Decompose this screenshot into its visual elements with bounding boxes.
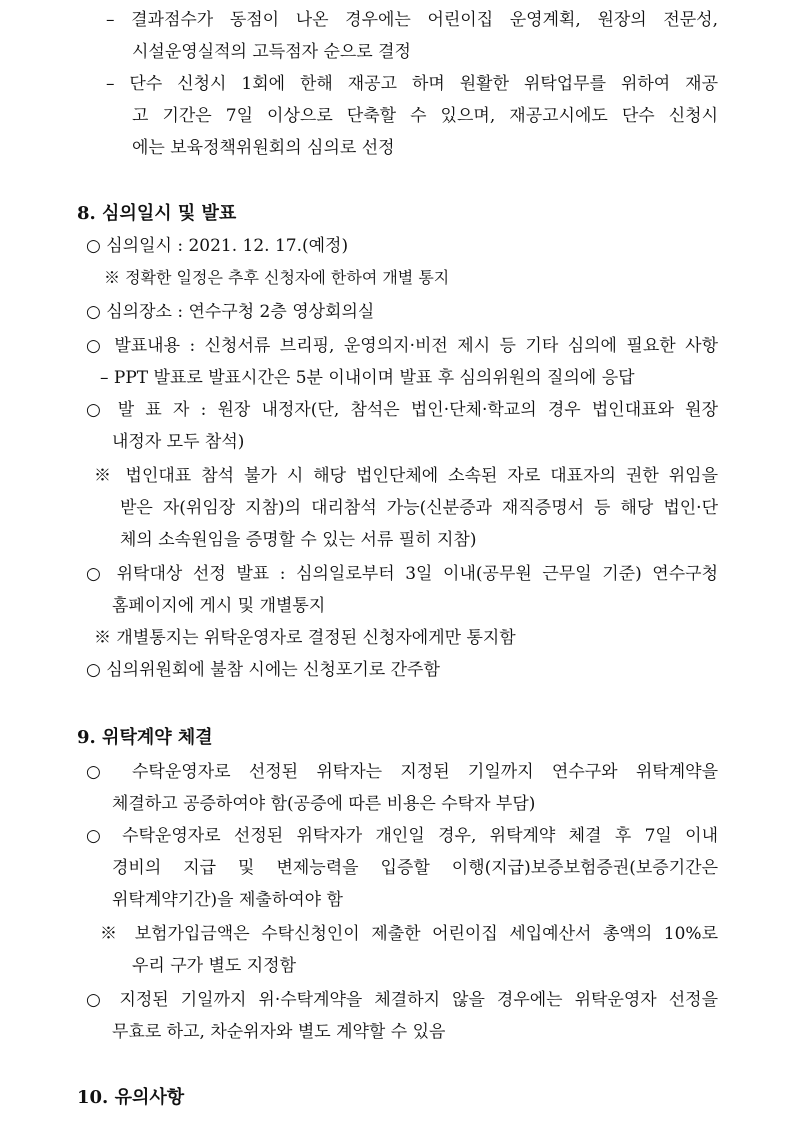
- section-9-line-3: ○ 수탁운영자로 선정된 위탁자가 개인일 경우, 위탁계약 체결 후 7일 이내: [86, 826, 718, 846]
- section-8-line-6: ○ 발 표 자 : 원장 내정자(단, 참석은 법인·단체·학교의 경우 법인대표와 원장: [86, 400, 718, 420]
- section-8-line-13: ※ 개별통지는 위탁운영자로 결정된 신청자에게만 통지함: [94, 628, 516, 648]
- section-8-line-2: ※ 정확한 일정은 추후 신청자에 한하여 개별 통지: [104, 268, 450, 287]
- section-8-line-8: ※ 법인대표 참석 불가 시 해당 법인단체에 소속된 자로 대표자의 권한 위임을: [94, 466, 718, 486]
- section-9-line-9: 무효로 하고, 차순위자와 별도 계약할 수 있음: [112, 1022, 446, 1042]
- section-8-line-12: 홈페이지에 게시 및 개별통지: [112, 596, 326, 616]
- section-8-line-11: ○ 위탁대상 선정 발표 : 심의일로부터 3일 이내(공무원 근무일 기준) 연수구청: [86, 564, 718, 584]
- section-9-line-8: ○ 지정된 기일까지 위·수탁계약을 체결하지 않을 경우에는 위탁운영자 선정을: [86, 990, 718, 1010]
- section-8-line-14: ○ 심의위원회에 불참 시에는 신청포기로 간주함: [86, 660, 440, 680]
- intro-bullet-2-line-3: 에는 보육정책위원회의 심의로 선정: [132, 138, 395, 158]
- section-8-line-7: 내정자 모두 참석): [112, 432, 245, 452]
- section-9-line-7: 우리 구가 별도 지정함: [132, 956, 297, 976]
- section-8-line-9: 받은 자(위임장 지참)의 대리참석 가능(신분증과 재직증명서 등 해당 법인·단: [120, 498, 718, 518]
- section-8-heading: 8. 심의일시 및 발표: [77, 203, 237, 224]
- section-8-line-1: ○ 심의일시 : 2021. 12. 17.(예정): [86, 236, 349, 256]
- section-9-line-6: ※ 보험가입금액은 수탁신청인이 제출한 어린이집 세입예산서 총액의 10%로: [100, 924, 718, 944]
- section-9-line-5: 위탁계약기간)을 제출하여야 함: [112, 890, 343, 910]
- intro-bullet-2-line-1: – 단수 신청시 1회에 한해 재공고 하며 원활한 위탁업무를 위하여 재공: [106, 74, 718, 94]
- section-9-heading: 9. 위탁계약 체결: [77, 727, 213, 748]
- section-8-line-4: ○ 발표내용 : 신청서류 브리핑, 운영의지·비전 제시 등 기타 심의에 필요한 사항: [86, 336, 718, 356]
- section-8-line-10: 체의 소속원임을 증명할 수 있는 서류 필히 지참): [120, 530, 477, 550]
- section-9-line-1: ○ 수탁운영자로 선정된 위탁자는 지정된 기일까지 연수구와 위탁계약을: [86, 762, 718, 782]
- intro-bullet-1-line-1: – 결과점수가 동점이 나온 경우에는 어린이집 운영계획, 원장의 전문성,: [106, 10, 718, 30]
- intro-bullet-1-line-2: 시설운영실적의 고득점자 순으로 결정: [132, 42, 411, 62]
- section-9-line-4: 경비의 지급 및 변제능력을 입증할 이행(지급)보증보험증권(보증기간은: [112, 858, 718, 878]
- section-9-line-2: 체결하고 공증하여야 함(공증에 따른 비용은 수탁자 부담): [112, 794, 536, 814]
- section-10-heading: 10. 유의사항: [77, 1087, 185, 1108]
- intro-bullet-2-line-2: 고 기간은 7일 이상으로 단축할 수 있으며, 재공고시에도 단수 신청시: [132, 106, 718, 126]
- section-8-line-5: – PPT 발표로 발표시간은 5분 이내이며 발표 후 심의위원의 질의에 응답: [100, 368, 635, 388]
- section-8-line-3: ○ 심의장소 : 연수구청 2층 영상회의실: [86, 302, 375, 322]
